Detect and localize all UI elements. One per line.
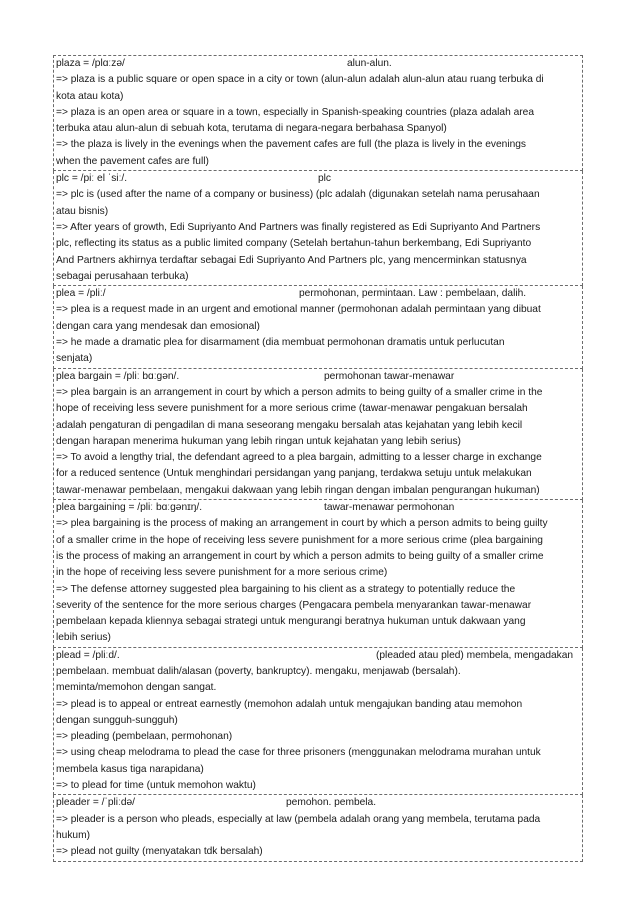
dictionary-entry	[53, 286, 583, 368]
entry-text-line: meminta/memohon dengan sangat.	[56, 682, 217, 694]
entry-text-line: lebih serius)	[56, 632, 111, 644]
entry-term: plc = /piː el ˈsiː/.	[56, 173, 128, 185]
entry-headline	[56, 500, 582, 516]
entry-text-line: hukum)	[56, 829, 90, 841]
entry-headline	[56, 56, 582, 72]
entry-term: plea bargaining = /pliː bɑːɡənɪŋ/.	[56, 502, 203, 514]
entry-text-line: => the plaza is lively in the evenings when the pavement cafes are full (the plaza is lively in the evenings	[56, 139, 527, 151]
entry-text-line: => using cheap melodrama to plead the case for three prisoners (menggunakan melodrama murahan untuk	[56, 747, 541, 759]
dictionary-entry	[53, 171, 583, 286]
entry-text-line: => plead is to appeal or entreat earnestly (memohon adalah untuk mengajukan banding atau memohon	[56, 698, 523, 710]
entry-gloss: alun-alun.	[347, 58, 392, 69]
entry-gloss: permohonan, permintaan. Law : pembelaan, dalih.	[299, 288, 527, 300]
entry-text-line: => plead not guilty (menyatakan tdk bersalah)	[56, 846, 263, 858]
entry-text-line: => plea bargaining is the process of making an arrangement in court by which a person admits to being guilty	[56, 518, 548, 530]
entry-text-line: severity of the sentence for the more serious charges (Pengacara pembela menyarankan tawar-menawar	[56, 599, 532, 611]
entry-term: pleader = /ˈpliːdə/	[56, 797, 136, 809]
entry-headline	[56, 369, 582, 385]
entry-text-line: is the process of making an arrangement in court by which a person admits to being guilty of a smaller crime	[56, 550, 544, 562]
entry-text-line: when the pavement cafes are full)	[56, 155, 209, 167]
entry-headline	[56, 171, 582, 187]
entry-term: plea bargain = /pliː bɑːɡən/.	[56, 370, 180, 382]
entry-text-line: atau bisnis)	[56, 205, 109, 217]
entry-text-line: => The defense attorney suggested plea bargaining to his client as a strategy to potentially reduce the	[56, 583, 516, 595]
entry-gloss: (pleaded atau pled) membela, mengadakan	[376, 649, 574, 661]
entry-text-line: in the hope of receiving less severe punishment for a more serious crime)	[56, 567, 388, 579]
dictionary-entry	[53, 500, 583, 648]
entry-text-line: => plea is a request made in an urgent and emotional manner (permohonan adalah permintaan yang dibuat	[56, 304, 541, 316]
entry-text-line: => pleader is a person who pleads, especially at law (pembela adalah orang yang membela, terutama pada	[56, 813, 541, 825]
entry-text-line: pembelaan kepada kliennya sebagai strategi untuk mengurangi beratnya hukuman untuk dakwaan yang	[56, 616, 526, 628]
entry-text-line: => To avoid a lengthy trial, the defendant agreed to a plea bargain, admitting to a lesser charge in exchange	[56, 452, 542, 464]
dictionary-entry	[53, 648, 583, 796]
entry-text-line: sebagai perusahaan terbuka)	[56, 270, 189, 282]
entry-headline	[56, 795, 582, 811]
entry-term: plaza = /plɑːzə/	[56, 58, 125, 69]
entry-gloss: plc	[318, 173, 332, 185]
entry-headline	[56, 286, 582, 302]
entry-text-line: of a smaller crime in the hope of receiving less severe punishment for a more serious crime (plea bargaining	[56, 534, 543, 546]
entry-gloss: permohonan tawar-menawar	[324, 370, 455, 382]
entry-term: plea = /pliː/	[56, 288, 106, 300]
entry-text-line: membela kasus tiga narapidana)	[56, 763, 204, 775]
entry-text-line: dengan sungguh-sungguh)	[56, 714, 178, 726]
entry-text-line: And Partners akhirnya terdaftar sebagai Edi Supriyanto And Partners plc, yang mencerminkan statusnya	[56, 254, 527, 266]
dictionary-document	[53, 55, 583, 862]
entry-text-line: senjata)	[56, 353, 93, 365]
entry-text-line: => plea bargain is an arrangement in court by which a person admits to being guilty of a smaller crime in the	[56, 386, 543, 398]
entry-text-line: dengan harapan menerima hukuman yang lebih ringan untuk kejahatan yang lebih serius)	[56, 435, 461, 447]
entry-text-line: => pleading (pembelaan, permohonan)	[56, 731, 233, 743]
entry-headline	[56, 648, 582, 664]
entry-text-line: tawar-menawar pembelaan, mengakui dakwaan yang lebih ringan dengan imbalan pengurangan hukuman)	[56, 484, 540, 496]
entry-text-line: kota atau kota)	[56, 90, 124, 102]
entry-text-line: pembelaan. membuat dalih/alasan (poverty, bankruptcy). mengaku, menjawab (bersalah).	[56, 665, 461, 677]
entry-gloss: tawar-menawar permohonan	[324, 502, 455, 514]
entry-text-line: => plaza is a public square or open space in a city or town (alun-alun adalah alun-alun atau ruang terbuka di	[56, 74, 544, 86]
entry-text-line: plc, reflecting its status as a public limited company (Setelah bertahun-tahun berkembang, Edi Supriyanto	[56, 238, 532, 250]
entry-text-line: adalah pengaturan di pengadilan di mana seseorang mengaku bersalah atas kejahatan yang lebih kecil	[56, 419, 523, 431]
entry-text-line: => he made a dramatic plea for disarmament (dia membuat permohonan dramatis untuk perlucutan	[56, 337, 505, 349]
entry-text-line: => After years of growth, Edi Supriyanto And Partners was finally registered as Edi Supriyanto And Partners	[56, 221, 541, 233]
entry-gloss: pemohon. pembela.	[286, 797, 377, 809]
dictionary-entry	[53, 55, 583, 171]
dictionary-entry	[53, 795, 583, 861]
entry-text-line: => plc is (used after the name of a company or business) (plc adalah (digunakan setelah nama perusahaan	[56, 189, 540, 201]
entry-text-line: for a reduced sentence (Untuk menghindari persidangan yang panjang, terdakwa setuju untuk melakukan	[56, 468, 532, 480]
entry-text-line: terbuka atau alun-alun di sebuah kota, terutama di negara-negara berbahasa Spanyol)	[56, 123, 447, 135]
entry-text-line: => to plead for time (untuk memohon waktu)	[56, 780, 256, 792]
dictionary-entry	[53, 369, 583, 500]
entry-text-line: dengan cara yang mendesak dan emosional)	[56, 320, 260, 332]
entry-text-line: hope of receiving less severe punishment for a more serious crime (tawar-menawar pengakuan bersalah	[56, 403, 528, 415]
entry-text-line: => plaza is an open area or square in a town, especially in Spanish-speaking countries (plaza adalah area	[56, 106, 534, 118]
entry-term: plead = /pliːd/.	[56, 649, 120, 661]
